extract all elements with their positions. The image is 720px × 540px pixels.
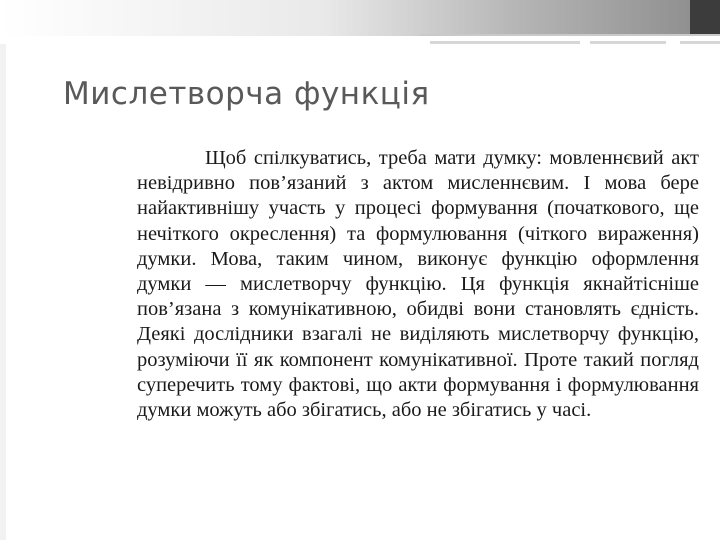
header-dark-corner — [690, 0, 720, 36]
slide-title: Мислетворча функція — [63, 76, 430, 112]
header-divider-segment — [590, 41, 666, 44]
header-divider-segment — [430, 41, 580, 44]
header-divider-line — [420, 34, 720, 36]
left-frame-strip — [0, 44, 6, 540]
slide-body-text: Щоб спілкуватись, треба мати думку: мовленнєвий акт невідривно пов’язаний з актом мисленнєвим. І мова бере найактивнішу участь у процесі формування (початкового, ще нечіткого окреслення) та формулювання (чіткого вираження) думки. Мова, таким чином, виконує функцію оформлення думки — мислетворчу функцію. Ця функція якнайтісніше пов’язана з комунікативною, обидві вони становлять єдність. Деякі дослідники взагалі не виділяють мислетворчу функцію, розуміючи її як компонент комунікативної. Проте такий погляд суперечить тому фактові, що акти формування і формулювання думки можуть або збігатись, або не збігатись у часі. — [137, 147, 699, 422]
header-decoration-band — [0, 0, 720, 36]
header-divider-segment — [680, 41, 720, 44]
